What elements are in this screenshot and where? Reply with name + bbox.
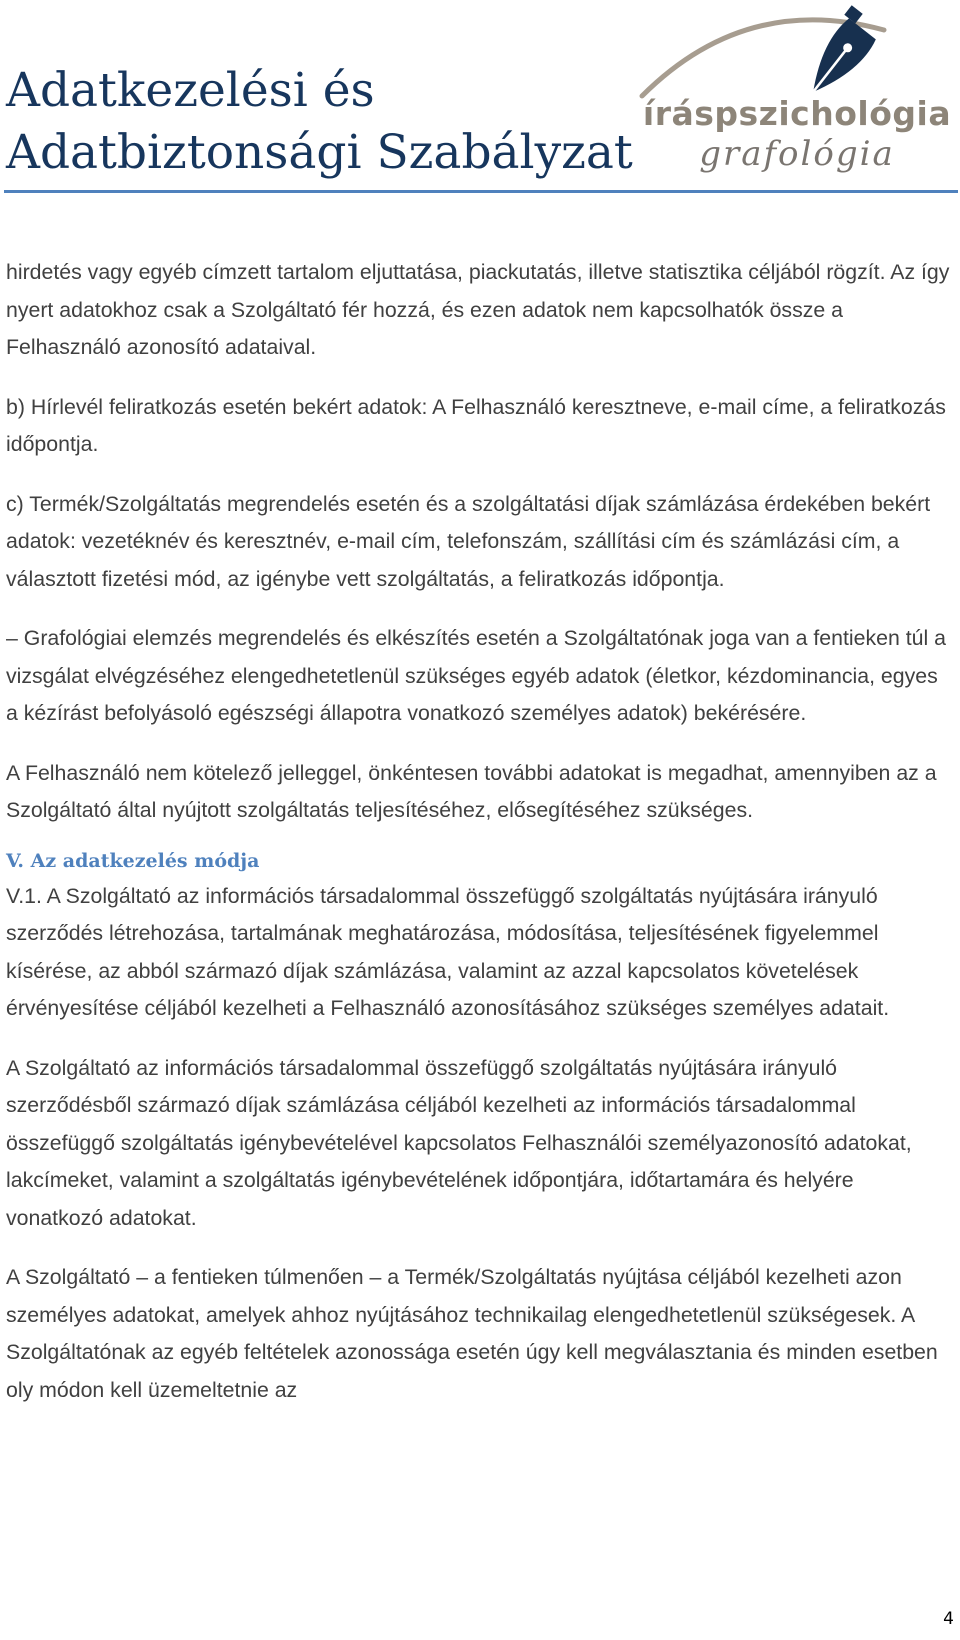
paragraph: A Szolgáltató – a fentieken túlmenően – a Termék/Szolgáltatás nyújtása céljából kezelheti azon személyes adatokat, amelyek ahhoz nyújtásához technikailag elengedhetetlenül szükségesek. A Szolgáltatónak az egyéb feltételek azonossága esetén úgy kell megválasztania és minden esetben oly módon kell üzemeltetnie az bbox=[6, 1265, 938, 1402]
paragraph: c) Termék/Szolgáltatás megrendelés esetén és a szolgáltatási díjak számlázása érdekében bekért adatok: vezetéknév és keresztnév, e-mail cím, telefonszám, szállítási cím és számlázási cím, a választott fizetési mód, az igénybe vett szolgáltatás, a feliratkozás időpontja. bbox=[6, 491, 931, 591]
brand-logo bbox=[636, 0, 958, 186]
page-header bbox=[0, 0, 960, 196]
document-body bbox=[6, 254, 952, 1431]
section-heading: V. Az adatkezelés módja bbox=[6, 849, 260, 872]
logo-subtitle: grafológia bbox=[699, 134, 895, 174]
document-title-line-1: Adatkezelési és bbox=[6, 63, 375, 118]
paragraph: A Felhasználó nem kötelező jelleggel, önkéntesen további adatokat is megadhat, amennyiben az a Szolgáltató által nyújtott szolgáltatás teljesítéséhez, elősegítéséhez szükséges. bbox=[6, 760, 937, 822]
page-number: 4 bbox=[943, 1609, 954, 1629]
paragraph: hirdetés vagy egyéb címzett tartalom eljuttatása, piackutatás, illetve statisztika céljából rögzít. Az így nyert adatokhoz csak a Szolgáltató fér hozzá, és ezen adatok nem kapcsolhatók össze a Felhasználó azonosító adataival. bbox=[6, 260, 950, 359]
paragraph: A Szolgáltató az információs társadalommal összefüggő szolgáltatás nyújtására irányuló szerződésből származó díjak számlázása céljából kezelheti az információs társadalommal összefüggő szolgáltatás igénybevételével kapcsolatos Felhasználói személyazonosító adatokat, lakcímeket, valamint a szolgáltatás igénybevételének időpontjára, időtartamára és helyére vonatkozó adatokat. bbox=[6, 1055, 912, 1230]
paragraph: – Grafológiai elemzés megrendelés és elkészítés esetén a Szolgáltatónak joga van a fentieken túl a vizsgálat elvégzéséhez elengedhetetlenül szükséges egyéb adatok (életkor, kézdominancia, egyes a kézírást befolyásoló egészségi állapotra vonatkozó személyes adatok) bekérésére. bbox=[6, 626, 946, 725]
paragraph: V.1. A Szolgáltató az információs társadalommal összefüggő szolgáltatás nyújtására irányuló szerződés létrehozása, tartalmának meghatározása, módosítása, teljesítésének figyelemmel kísérése, az abból származó díjak számlázása, valamint az azzal kapcsolatos követelések érvényesítése céljából kezelheti a Felhasználó azonosításához szükséges személyes adatait. bbox=[6, 883, 890, 1020]
logo-name: íráspszichológia bbox=[642, 94, 952, 133]
paragraph: b) Hírlevél feliratkozás esetén bekért adatok: A Felhasználó keresztneve, e-mail címe, a feliratkozás időpontja. bbox=[6, 394, 946, 456]
header-divider bbox=[4, 190, 958, 193]
document-title-line-2: Adatbiztonsági Szabályzat bbox=[6, 125, 633, 180]
document-title bbox=[6, 60, 646, 184]
